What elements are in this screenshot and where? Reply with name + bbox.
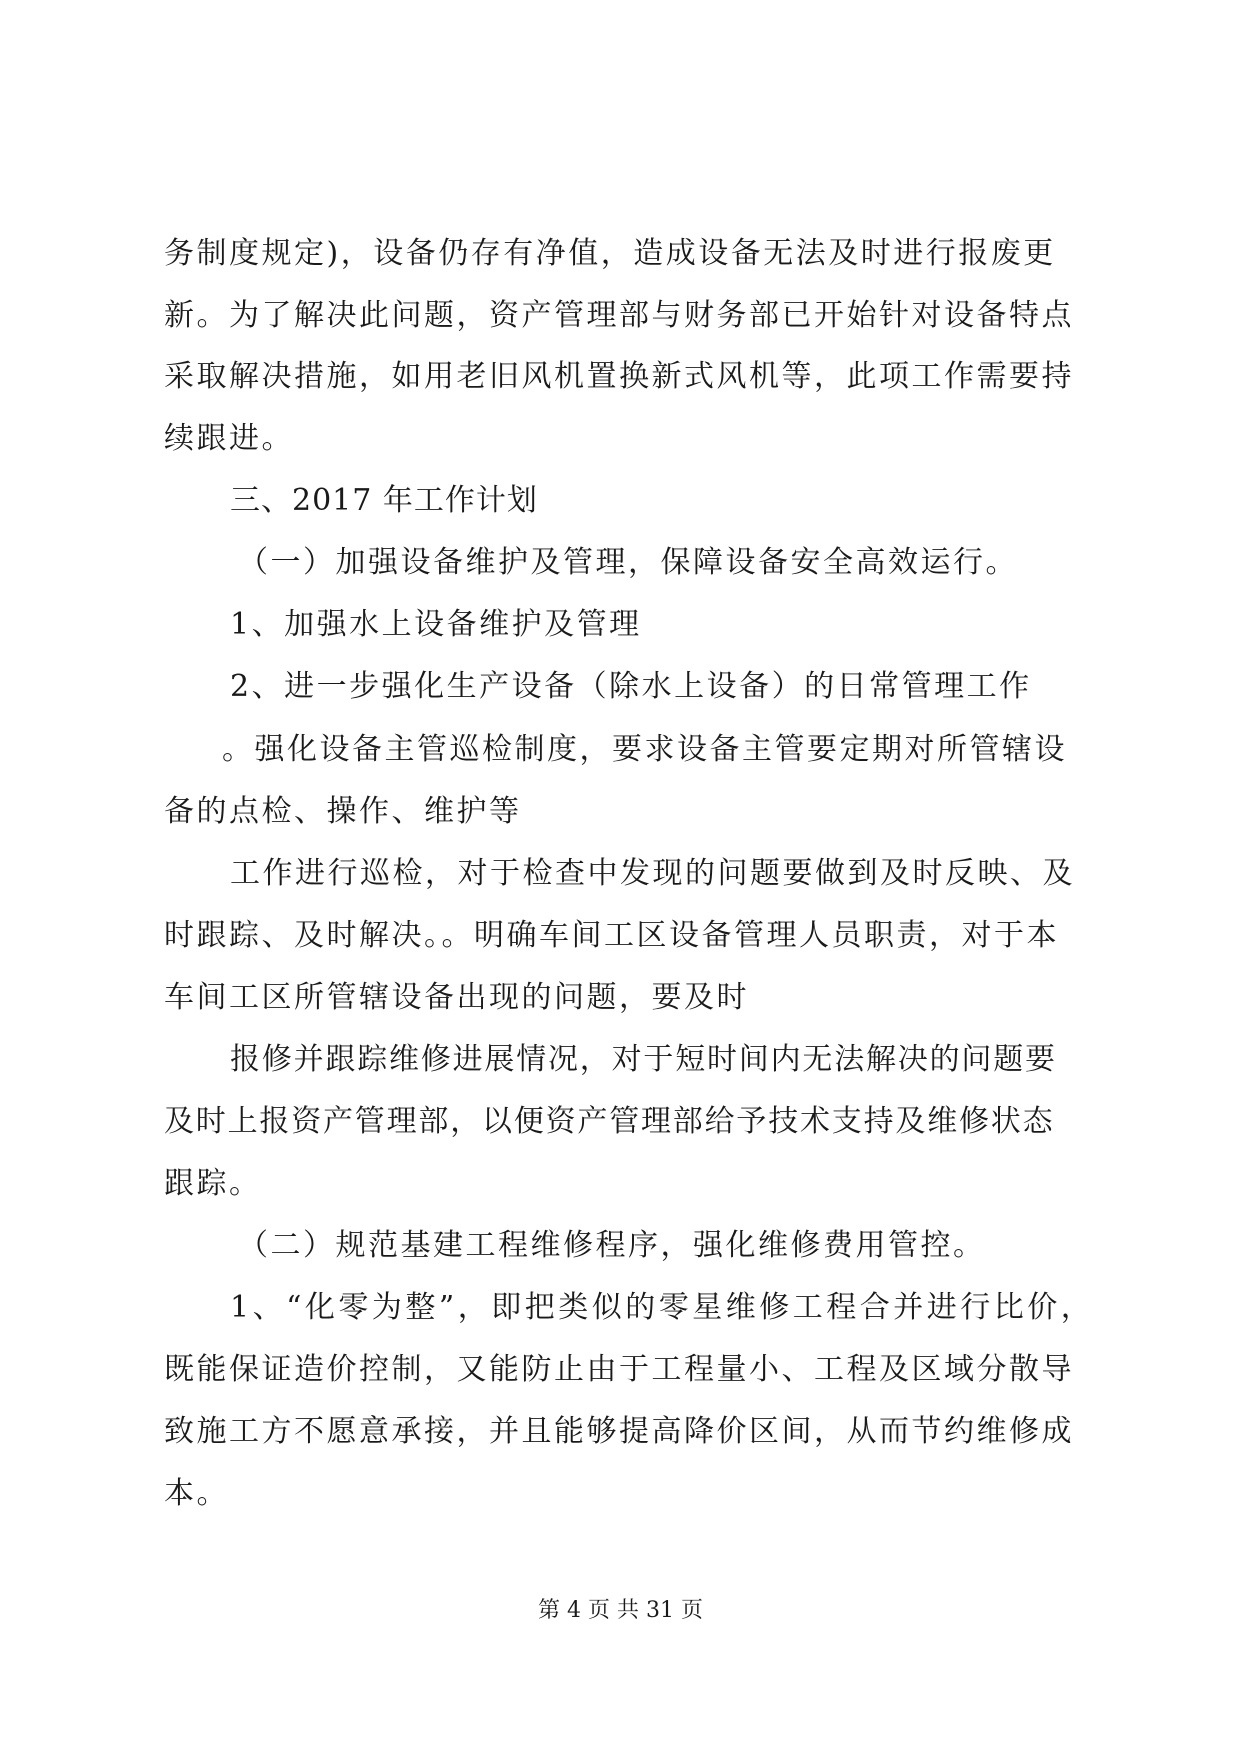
body-text-line: 本。: [164, 1476, 229, 1511]
body-text-line: 采取解决措施，如用老旧风机置换新式风机等，此项工作需要持: [164, 359, 1074, 394]
body-text-line: 备的点检、操作、维护等: [164, 794, 522, 829]
body-text-line: 。强化设备主管巡检制度，要求设备主管要定期对所管辖设: [222, 732, 1067, 767]
body-text-line: 车间工区所管辖设备出现的问题，要及时: [164, 980, 749, 1015]
list-item: 1、加强水上设备维护及管理: [230, 607, 642, 642]
body-text-line: 新。为了解决此问题，资产管理部与财务部已开始针对设备特点: [164, 298, 1074, 333]
body-text-line: 既能保证造价控制，又能防止由于工程量小、工程及区域分散导: [164, 1352, 1074, 1387]
page-footer: 第 4 页 共 31 页: [538, 1598, 703, 1623]
body-text-line: 及时上报资产管理部，以便资产管理部给予技术支持及维修状态: [164, 1104, 1055, 1139]
subsection-heading: （二）规范基建工程维修程序，强化维修费用管控。: [238, 1228, 986, 1263]
body-text-line: 工作进行巡检，对于检查中发现的问题要做到及时反映、及: [230, 856, 1075, 891]
body-text-line: 时跟踪、及时解决。。明确车间工区设备管理人员职责，对于本: [164, 918, 1059, 953]
body-text-line: 续跟进。: [164, 421, 294, 456]
subsection-heading: （一）加强设备维护及管理，保障设备安全高效运行。: [238, 545, 1018, 580]
body-text-line: 务制度规定)，设备仍存有净值，造成设备无法及时进行报废更: [164, 236, 1056, 271]
list-item: 2、进一步强化生产设备（除水上设备）的日常管理工作: [230, 669, 1032, 704]
list-item: 1、“化零为整”，即把类似的零星维修工程合并进行比价，: [230, 1290, 1095, 1325]
body-text-line: 致施工方不愿意承接，并且能够提高降价区间，从而节约维修成: [164, 1414, 1074, 1449]
body-text-line: 跟踪。: [164, 1166, 262, 1201]
body-text-line: 报修并跟踪维修进展情况，对于短时间内无法解决的问题要: [230, 1042, 1057, 1077]
section-heading: 三、2017 年工作计划: [230, 483, 538, 518]
